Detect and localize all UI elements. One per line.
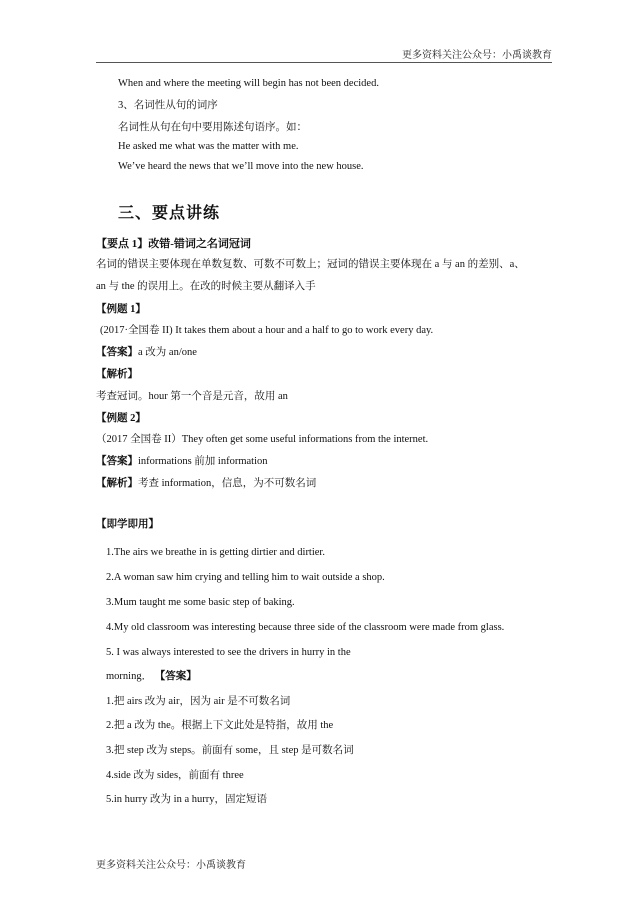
practice-item-3: 3.Mum taught me some basic step of baking. xyxy=(106,597,295,608)
example1-label: 【例题 1】 xyxy=(96,304,146,315)
page-header: 更多资料关注公众号：小禹谈教育 xyxy=(402,50,552,61)
point-desc-2: an 与 the 的误用上。在改的时候主要从翻译入手 xyxy=(96,281,316,292)
example2-answer-text: informations 前加 information xyxy=(138,456,268,467)
practice-answer-3: 3.把 step 改为 steps。前面有 some，且 step 是可数名词 xyxy=(106,745,354,756)
practice-item-5: 5. I was always interested to see the drivers in hurry in the xyxy=(106,647,351,658)
example2-analysis-label: 【解析】 xyxy=(96,478,138,489)
practice-item-4: 4.My old classroom was interesting because three side of the classroom were made from glass. xyxy=(106,622,505,633)
section-title: 三、要点讲练 xyxy=(118,205,221,222)
point-desc-1: 名词的错误主要体现在单数复数、可数不可数上；冠词的错误主要体现在 a 与 an 的差别、a、 xyxy=(96,259,525,270)
point-title: 【要点 1】改错-错词之名词冠词 xyxy=(96,238,251,250)
page-footer: 更多资料关注公众号：小禹谈教育 xyxy=(96,860,246,871)
example1-question: (2017·全国卷 II) It takes them about a hour and a half to go to work every day. xyxy=(100,325,434,336)
example2-analysis-text: 考查 information，信息，为不可数名词 xyxy=(138,478,317,489)
example2-question: （2017 全国卷 II）They often get some useful informations from the internet. xyxy=(96,434,429,445)
header-rule xyxy=(96,62,552,63)
top-line-1: When and where the meeting will begin has not been decided. xyxy=(118,78,379,89)
top-line-2: 3、名词性从句的词序 xyxy=(118,100,218,111)
example1-analysis: 考查冠词。hour 第一个音是元音，故用 an xyxy=(96,391,288,402)
practice-answer-1: 1.把 airs 改为 air，因为 air 是不可数名词 xyxy=(106,696,291,707)
example2-analysis xyxy=(96,477,316,491)
example2-answer xyxy=(96,455,267,469)
practice-answer-5: 5.in hurry 改为 in a hurry，固定短语 xyxy=(106,794,267,805)
practice-label: 【即学即用】 xyxy=(96,519,159,530)
example1-answer xyxy=(96,346,197,360)
example2-answer-label: 【答案】 xyxy=(96,456,138,467)
example1-analysis-label: 【解析】 xyxy=(96,369,138,380)
practice-item-5-cont xyxy=(106,670,197,684)
example2-label: 【例题 2】 xyxy=(96,413,146,424)
top-line-3: 名词性从句在句中要用陈述句语序。如： xyxy=(118,122,307,133)
example1-answer-text: a 改为 an/one xyxy=(138,347,197,358)
practice-answer-4: 4.side 改为 sides，前面有 three xyxy=(106,770,244,781)
practice-answer-2: 2.把 a 改为 the。根据上下文此处是特指，故用 the xyxy=(106,720,334,731)
practice-answer-label: 【答案】 xyxy=(154,671,197,682)
practice-item-2: 2.A woman saw him crying and telling him to wait outside a shop. xyxy=(106,572,385,583)
practice-item-5-continuation: morning． xyxy=(106,671,153,682)
practice-item-1: 1.The airs we breathe in is getting dirtier and dirtier. xyxy=(106,547,325,558)
example1-answer-label: 【答案】 xyxy=(96,347,138,358)
top-line-4: He asked me what was the matter with me. xyxy=(118,141,299,152)
top-line-5: We’ve heard the news that we’ll move into the new house. xyxy=(118,161,364,172)
